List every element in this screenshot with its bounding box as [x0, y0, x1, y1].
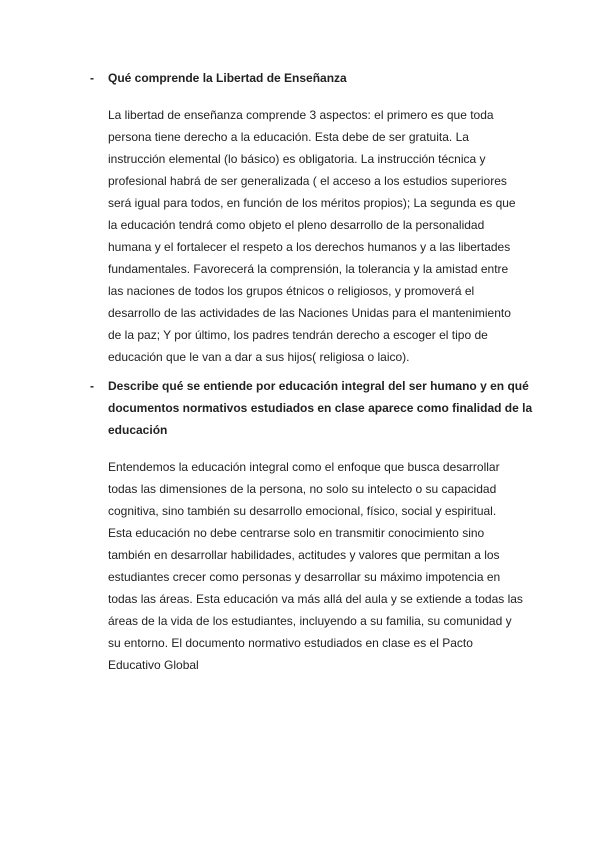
paragraph-line: educación que le van a dar a sus hijos( religiosa o laico).	[108, 350, 410, 364]
paragraph-line: persona tiene derecho a la educación. Esta debe de ser gratuita. La	[108, 130, 469, 144]
section-2-paragraph	[108, 456, 528, 676]
paragraph-line: Esta educación no debe centrarse solo en transmitir conocimiento sino	[108, 526, 485, 540]
section-1-heading	[108, 67, 528, 89]
paragraph-line: será igual para todos, en función de los méritos propios); La segunda es que	[108, 196, 516, 210]
paragraph-line: profesional habrá de ser generalizada ( el acceso a los estudios superiores	[108, 174, 507, 188]
heading-line: Qué comprende la Libertad de Enseñanza	[108, 71, 347, 85]
paragraph-line: Entendemos la educación integral como el enfoque que busca desarrollar	[108, 460, 500, 474]
paragraph-line: las naciones de todos los grupos étnicos o religiosos, y promoverá el	[108, 284, 475, 298]
paragraph-line: La libertad de enseñanza comprende 3 aspectos: el primero es que toda	[108, 108, 494, 122]
paragraph-line: todas las dimensiones de la persona, no solo su intelecto o su capacidad	[108, 482, 497, 496]
section-2-bullet: -	[90, 379, 94, 393]
paragraph-line: de la paz; Y por último, los padres tendrán derecho a escoger el tipo de	[108, 328, 488, 342]
paragraph-line: áreas de la vida de los estudiantes, incluyendo a su familia, su comunidad y	[108, 614, 512, 628]
paragraph-line: cognitiva, sino también su desarrollo emocional, físico, social y espiritual.	[108, 504, 497, 518]
paragraph-line: Educativo Global	[108, 658, 199, 672]
section-2-heading	[108, 375, 533, 441]
heading-line: documentos normativos estudiados en clase aparece como finalidad de la	[108, 401, 533, 415]
section-1-paragraph	[108, 104, 528, 368]
paragraph-line: la educación tendrá como objeto el pleno desarrollo de la personalidad	[108, 218, 485, 232]
paragraph-line: instrucción elemental (lo básico) es obligatoria. La instrucción técnica y	[108, 152, 486, 166]
paragraph-line: fundamentales. Favorecerá la comprensión, la tolerancia y la amistad entre	[108, 262, 509, 276]
paragraph-line: todas las áreas. Esta educación va más allá del aula y se extiende a todas las	[108, 592, 523, 606]
section-1-bullet: -	[90, 71, 94, 85]
paragraph-line: también en desarrollar habilidades, actitudes y valores que permitan a los	[108, 548, 500, 562]
paragraph-line: humana y el fortalecer el respeto a los derechos humanos y a las libertades	[108, 240, 511, 254]
heading-line: Describe qué se entiende por educación integral del ser humano y en qué	[108, 379, 529, 393]
paragraph-line: desarrollo de las actividades de las Naciones Unidas para el mantenimiento	[108, 306, 511, 320]
heading-line: educación	[108, 423, 168, 437]
paragraph-line: su entorno. El documento normativo estudiados en clase es el Pacto	[108, 636, 473, 650]
paragraph-line: estudiantes crecer como personas y desarrollar su máximo impotencia en	[108, 570, 501, 584]
